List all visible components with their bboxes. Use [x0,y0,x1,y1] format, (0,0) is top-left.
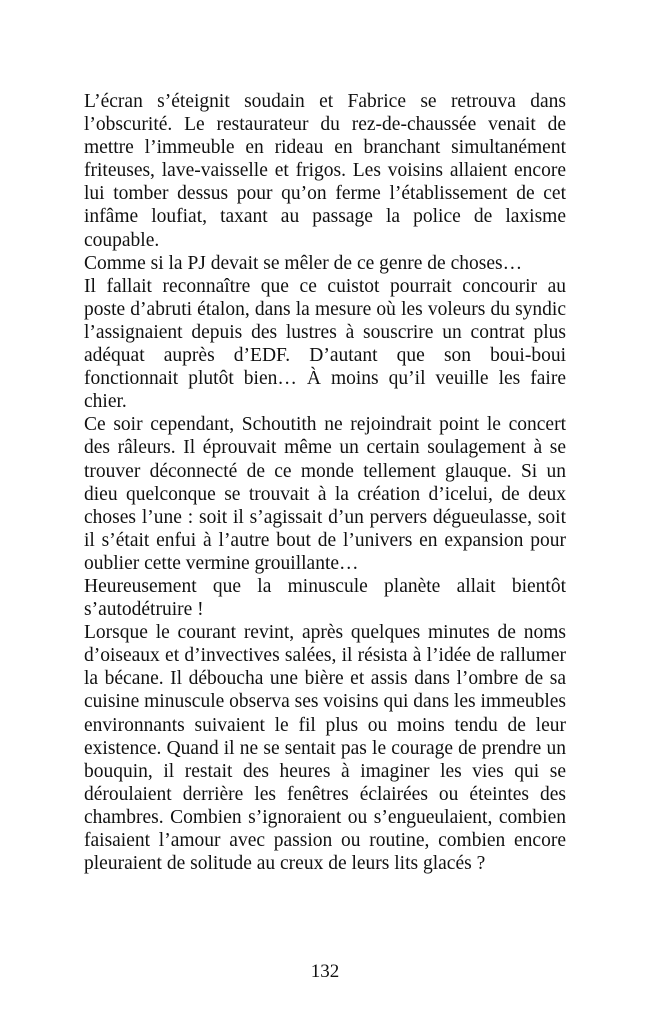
paragraph-5: Heureusement que la minuscule planète allait bientôt s’autodétruire ! [84,575,566,621]
page-body [84,90,566,875]
paragraph-4: Ce soir cependant, Schoutith ne rejoindrait point le concert des râleurs. Il éprouvait même un certain soulagement à se trouver déconnecté de ce monde tellement glauque. Si un dieu quelconque se trouvait à la création d’icelui, de deux choses l’une : soit il s’agissait d’un pervers dégueulasse, soit il s’était enfui à l’autre bout de l’univers en expansion pour oublier cette vermine grouillante… [84,414,566,574]
page-number: 132 [310,961,340,982]
paragraph-2: Comme si la PJ devait se mêler de ce genre de choses… [84,252,523,274]
paragraph-6: Lorsque le courant revint, après quelques minutes de noms d’oiseaux et d’invectives salées, il résista à l’idée de rallumer la bécane. Il déboucha une bière et assis dans l’ombre de sa cuisine minuscule observa ses voisins qui dans les immeubles environnants suivaient le fil plus ou moins tendu de leur existence. Quand il ne se sentait pas le courage de prendre un bouquin, il restait des heures à imaginer les vies qui se déroulaient derrière les fenêtres éclairées ou éteintes des chambres. Combien s’ignoraient ou s’engueulaient, combien faisaient l’amour avec passion ou routine, combien encore pleuraient de solitude au creux de leurs lits glacés ? [84,622,567,875]
paragraph-1: L’écran s’éteignit soudain et Fabrice se retrouva dans l’obscurité. Le restaurateur du rez-de-chaussée venait de mettre l’immeuble en rideau en branchant simultanément friteuses, lave-vaisselle et frigos. Les voisins allaient encore lui tomber dessus pour qu’on ferme l’établissement de cet infâme loufiat, taxant au passage la police de laxisme coupable. [84,91,566,251]
paragraph-3: Il fallait reconnaître que ce cuistot pourrait concourir au poste d’abruti étalon, dans la mesure où les voleurs du syndic l’assignaient depuis des lustres à souscrire un contrat plus adéquat auprès d’EDF. D’autant que son boui-boui fonctionnait plutôt bien… À moins qu’il veuille les faire chier. [84,275,566,413]
